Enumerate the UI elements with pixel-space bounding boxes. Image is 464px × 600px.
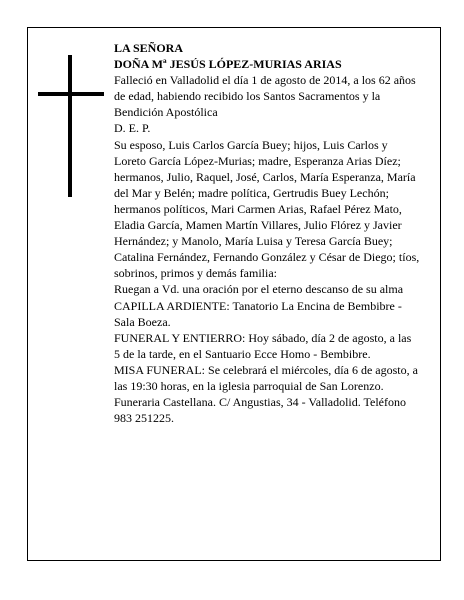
prayer-request: Ruegan a Vd. una oración por el eterno descanso de su alma [114,282,404,297]
mass-info: MISA FUNERAL: Se celebrará el miércoles, día 6 de agosto, a las 19:30 horas, en la iglesia parroquial de San Lorenzo. [114,362,418,393]
funeral-info: FUNERAL Y ENTIERRO: Hoy sábado, día 2 de agosto, a las 5 de la tarde, en el Santuario Ecce Homo - Bembibre. [114,330,412,361]
obituary-notice [27,27,441,561]
deceased-name: DOÑA Mª JESÚS LÓPEZ-MURIAS ARIAS [114,57,342,72]
notice-title: LA SEÑORA [114,41,184,55]
cross-vertical-bar [68,55,72,197]
cross-horizontal-bar [38,92,104,96]
dep-abbreviation: D. E. P. [114,121,151,136]
funeral-home-info: Funeraria Castellana. C/ Angustias, 34 - Valladolid. Teléfono 983 251225. [114,395,406,426]
chapel-info: CAPILLA ARDIENTE: Tanatorio La Encina de Bembibre - Sala Boeza. [114,298,402,329]
notice-text [114,40,420,426]
death-statement: Falleció en Valladolid el día 1 de agosto de 2014, a los 62 años de edad, habiendo recibido los Santos Sacramentos y la Bendición Apostólica [114,73,416,120]
family-list: Su esposo, Luis Carlos García Buey; hijos, Luis Carlos y Loreto García López-Murias; madre, Esperanza Arias Díez; hermanos, Julio, Raquel, José, Carlos, María Esperanza, María del Mar y Belén; madre política, Gertrudis Buey Lechón; hermanos políticos, Mari Carmen Arias, Rafael Pérez Mato, Eladia García, Mamen Martín Villares, Julio Flórez y Javier Hernández; y Manolo, María Luisa y Teresa García Buey; Catalina Fernández, Fernando González y César de Diego; tíos, sobrinos, primos y demás familia: [114,137,420,281]
